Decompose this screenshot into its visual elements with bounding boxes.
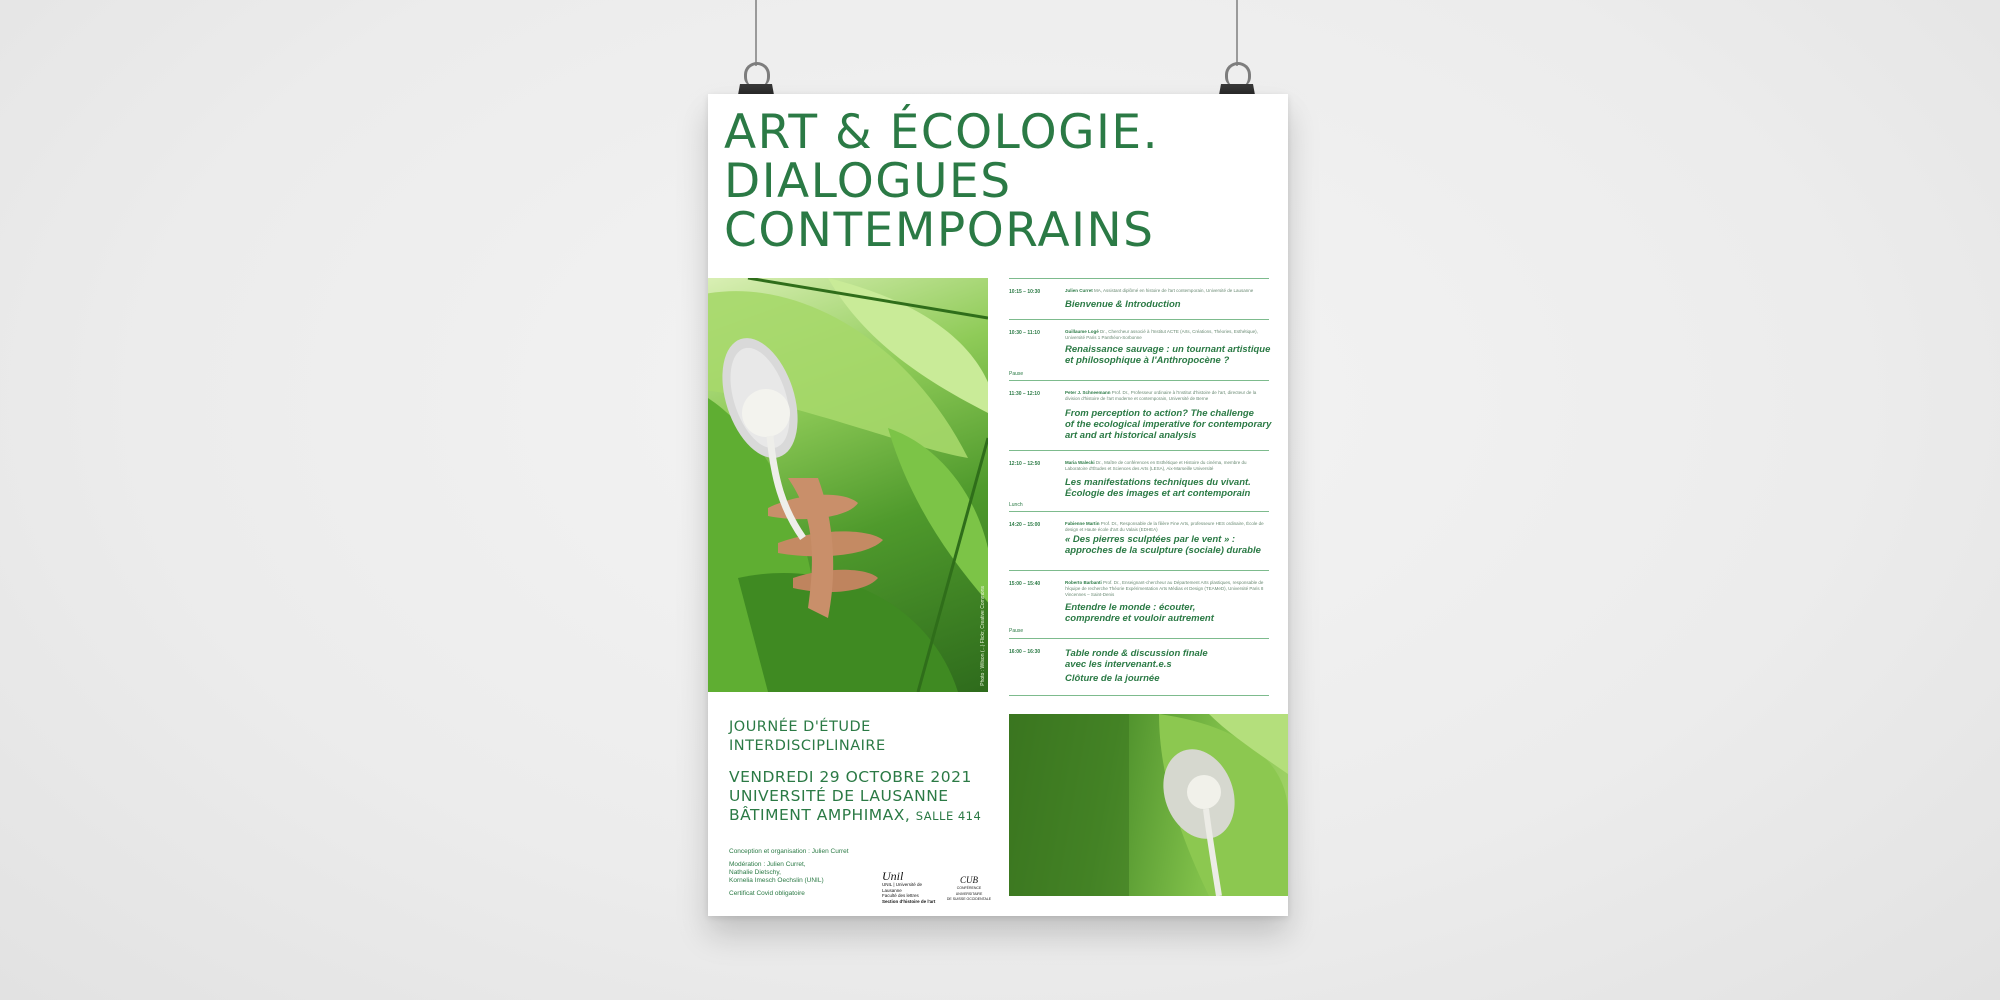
session-title-line: Bienvenue & Introduction (1065, 299, 1181, 310)
session-title-line: et philosophique à l'Anthropocène ? (1065, 355, 1230, 366)
unil-logo-line: Faculté des lettres (882, 893, 919, 898)
session-title-line: From perception to action? The challenge (1065, 408, 1254, 419)
session-speaker (1065, 288, 1269, 294)
cub-logo-line: DE SUISSE OCCIDENTALE (946, 897, 992, 901)
session-title-line: art and art historical analysis (1065, 430, 1197, 441)
event-date: VENDREDI 29 OCTOBRE 2021 (729, 768, 972, 786)
session-title-line: Renaissance sauvage : un tournant artistique (1065, 344, 1271, 355)
moderation-line: Kornelia Imesch Oechslin (UNIL) (729, 877, 824, 884)
cub-logo (944, 874, 994, 903)
session-title-line: « Des pierres sculptées par le vent » : (1065, 534, 1236, 545)
title-line: DIALOGUES (724, 154, 1012, 209)
unil-logo-line: UNIL | Université de Lausanne (882, 882, 923, 893)
session-time: 10:30 – 11:10 (1009, 330, 1040, 336)
session-title-line: comprendre et vouloir autrement (1065, 613, 1214, 624)
session-title-line: approches de la sculpture (sociale) durable (1065, 545, 1261, 556)
session-time: 10:15 – 10:30 (1009, 289, 1041, 295)
poster-title (724, 105, 1284, 258)
speaker-name: Guillaume Logé (1065, 329, 1099, 334)
leaf-photo-illustration (708, 278, 988, 692)
session-time: 12:10 – 12:50 (1009, 461, 1041, 467)
leaf-electrode-closeup-photo (1009, 714, 1288, 896)
speaker-desc: MA, Assistant diplômé en histoire de l'art contemporain, Université de Lausanne (1094, 288, 1254, 293)
event-poster (708, 94, 1288, 916)
speaker-desc: Dr., Maître de conférences en Esthétique et Histoire du cinéma, membre du Laboratoire d'Études et Sciences des Arts (LESA), Aix-Marseille Université (1065, 460, 1247, 471)
session-title (1065, 648, 1208, 684)
speaker-desc: Prof. Dr., Responsable de la filière Fine Arts, professeure HES ordinaire, École de design et Haute école d'art du Valais (EDHEA) (1065, 521, 1264, 532)
speaker-name: Julien Curret (1065, 288, 1093, 293)
speaker-name: Maria Walecki (1065, 460, 1095, 465)
venue-building: BÂTIMENT AMPHIMAX, (729, 806, 911, 824)
session-speaker (1065, 580, 1269, 598)
title-line: CONTEMPORAINS (724, 203, 1155, 258)
poster-credits (729, 848, 849, 903)
credit-conception: Conception et organisation : Julien Curret (729, 848, 849, 855)
session-title-line: avec les intervenant.e.s (1065, 659, 1172, 670)
session-title (1065, 299, 1181, 310)
session-speaker (1065, 460, 1269, 472)
title-line: ART & ÉCOLOGIE. (724, 105, 1160, 160)
session-time: 15:00 – 15:40 (1009, 581, 1041, 587)
unil-logo (882, 870, 942, 904)
program-session (1009, 450, 1269, 511)
event-date-location (729, 768, 981, 826)
speaker-name: Roberto Barbanti (1065, 580, 1102, 585)
session-title-line: Table ronde & discussion finale (1065, 648, 1208, 659)
session-title (1065, 408, 1271, 441)
cub-logo-mark: CUB (960, 875, 978, 885)
session-title (1065, 534, 1261, 556)
venue-room: SALLE 414 (915, 809, 982, 823)
speaker-desc: Prof. Dr., Enseignant-chercheur au Département Arts plastiques, responsable de l'équipe de recherche Théorie Expérimentation Arts Médias et Design (TEAMeD), Université Paris 8 Vincennes – Saint-Denis (1065, 580, 1264, 597)
session-time: 14:20 – 15:00 (1009, 522, 1041, 528)
session-title-line: of the ecological imperative for contemporary (1065, 419, 1272, 430)
program-schedule (1009, 278, 1272, 696)
session-speaker (1065, 329, 1269, 341)
credit-moderation (729, 861, 849, 885)
moderation-line: Nathalie Dietschy, (729, 869, 781, 876)
program-session (1009, 638, 1269, 696)
speaker-name: Fabienne Martin (1065, 521, 1100, 526)
cub-logo-line: CONFÉRENCE UNIVERSITAIRE (955, 886, 983, 896)
hanging-wire-right (1236, 0, 1238, 66)
photo-credit: Photo : Wilson (...) Flickr, Creative Commons (980, 586, 986, 686)
unil-logo-line: Section d'histoire de l'art (882, 898, 936, 904)
program-session (1009, 319, 1269, 380)
event-info (729, 718, 981, 826)
session-speaker (1065, 521, 1269, 533)
credit-certificate: Certificat Covid obligatoire (729, 890, 805, 897)
unil-logo-mark: Unil (882, 869, 904, 883)
session-title (1065, 344, 1270, 366)
session-title-line: Clôture de la journée (1065, 673, 1160, 684)
subtitle-line: INTERDISCIPLINAIRE (729, 738, 886, 754)
session-time: 16:00 – 16:30 (1009, 649, 1041, 655)
program-session (1009, 380, 1272, 450)
event-university: UNIVERSITÉ DE LAUSANNE (729, 787, 949, 805)
speaker-desc: Prof. Dr., Professeur ordinaire à l'Institut d'histoire de l'art, directeur de la division d'histoire de l'art moderne et contemporain, Université de Berne (1065, 390, 1257, 401)
session-title-line: Entendre le monde : écouter, (1065, 602, 1196, 613)
event-venue (729, 806, 981, 826)
session-time: 11:30 – 12:10 (1009, 391, 1040, 397)
session-break: Lunch (1009, 502, 1023, 508)
subtitle-line: JOURNÉE D'ÉTUDE (729, 719, 871, 735)
session-speaker (1065, 390, 1269, 402)
speaker-name: Peter J. Schneemann (1065, 390, 1111, 395)
program-session (1009, 278, 1269, 319)
session-break: Pause (1009, 628, 1024, 634)
program-session (1009, 570, 1269, 638)
session-title-line: Écologie des images et art contemporain (1065, 488, 1251, 499)
event-subtitle (729, 718, 981, 756)
session-title (1065, 477, 1251, 499)
session-title-line: Les manifestations techniques du vivant. (1065, 477, 1251, 488)
session-break: Pause (1009, 371, 1024, 377)
speaker-desc: Dr., Chercheur associé à l'Institut ACTE (Arts, Créations, Théories, Esthétique), Université Paris 1 Panthéon-Sorbonne (1065, 329, 1258, 340)
hanging-wire-left (755, 0, 757, 66)
session-title (1065, 602, 1214, 624)
leaf-electrode-photo (708, 278, 988, 692)
program-session (1009, 511, 1269, 570)
closeup-photo-illustration (1009, 714, 1288, 896)
moderation-line: Modération : Julien Curret, (729, 861, 806, 868)
